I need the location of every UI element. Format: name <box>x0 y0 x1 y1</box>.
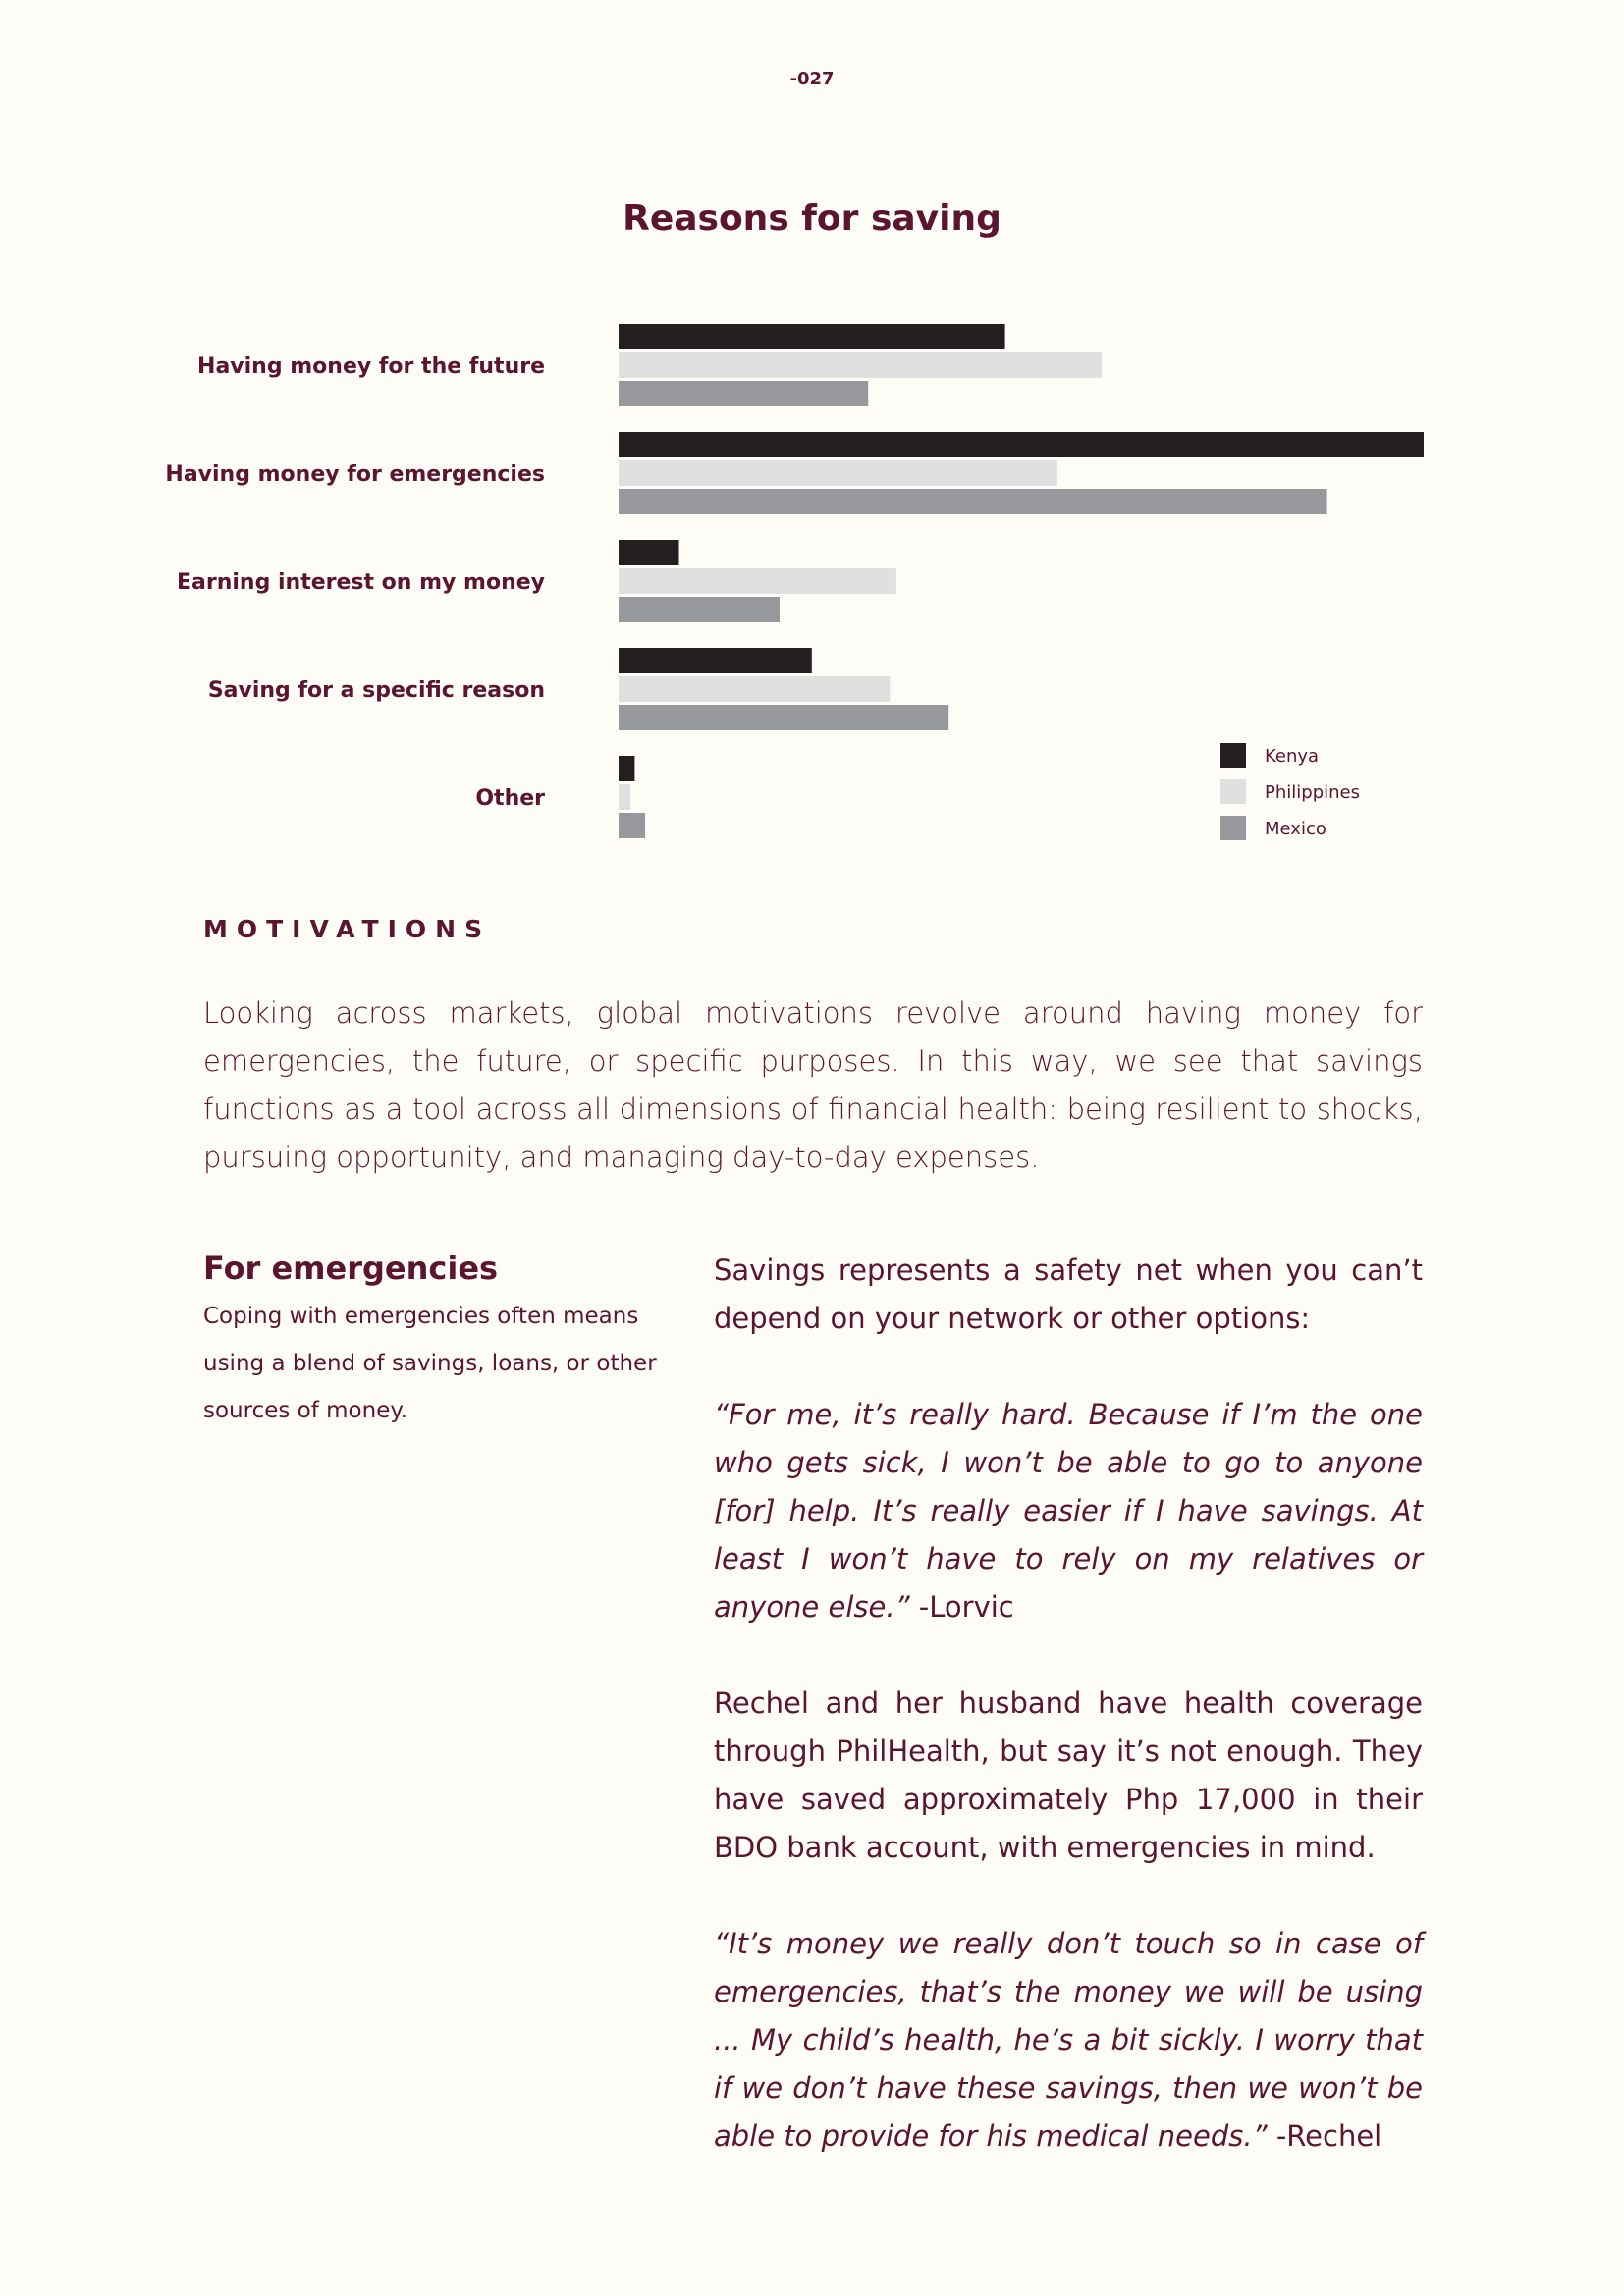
bar-mexico <box>619 381 868 406</box>
bar-philippines <box>619 460 1057 486</box>
bar-kenya <box>619 324 1005 349</box>
safety-net-paragraph: Savings represents a safety net when you can’t depend on your network or other options: <box>714 1254 1423 1335</box>
bar-mexico <box>619 489 1327 514</box>
bar-kenya <box>619 540 679 565</box>
emergencies-subtitle: Coping with emergencies often means using a blend of savings, loans, or other sources of money. <box>203 1304 657 1423</box>
reasons-for-saving-chart <box>0 0 1624 883</box>
bar-philippines <box>619 568 896 594</box>
legend-label-kenya: Kenya <box>1265 746 1320 767</box>
rechel-paragraph: Rechel and her husband have health coverage through PhilHealth, but say it’s not enough. They have saved approximately Php 17,000 in their BDO bank account, with emergencies in mind. <box>714 1686 1423 1864</box>
category-label: Having money for the future <box>197 354 545 379</box>
legend-swatch-mexico <box>1220 816 1246 840</box>
rechel-quote <box>714 1920 1423 2161</box>
bar-kenya <box>619 756 634 781</box>
lorvic-quote-text: “For me, it’s really hard. Because if I’m the one who gets sick, I won’t be able to go to anyone [for] help. It’s really easier if I have savings. At least I won’t have to rely on my relatives or anyone else.” <box>714 1398 1423 1624</box>
category-label: Earning interest on my money <box>177 570 545 595</box>
bar-philippines <box>619 784 630 810</box>
legend-swatch-philippines <box>1220 779 1246 804</box>
rechel-attribution: -Rechel <box>1267 2119 1382 2153</box>
legend-label-mexico: Mexico <box>1265 819 1326 839</box>
bar-mexico <box>619 705 948 730</box>
bar-mexico <box>619 597 780 622</box>
lorvic-quote <box>714 1391 1423 1631</box>
bar-philippines <box>619 352 1102 378</box>
page-number: -027 <box>789 69 835 89</box>
bar-kenya <box>619 432 1424 457</box>
bar-kenya <box>619 648 812 673</box>
legend-label-philippines: Philippines <box>1265 782 1360 803</box>
category-label: Other <box>475 786 545 811</box>
rechel-quote-text: “It’s money we really don’t touch so in case of emergencies, that’s the money we will be using ... My child’s health, he’s a bit sickly. I worry that if we don’t have these savings, then we won’t be able to provide for his medical needs.” <box>714 1927 1423 2153</box>
emergencies-sidebar <box>203 1250 665 1434</box>
motivations-heading: MOTIVATIONS <box>203 915 492 943</box>
bar-philippines <box>619 676 890 702</box>
bar-mexico <box>619 813 645 838</box>
category-label: Saving for a specific reason <box>207 678 545 703</box>
motivations-intro: Looking across markets, global motivations revolve around having money for emergencies, the future, or specific purposes. In this way, we see that savings functions as a tool across all dimensions of financial health: being resilient to shocks, pursuing opportunity, and managing day-to-day expenses. <box>203 996 1423 1174</box>
emergencies-body <box>714 1247 1423 2209</box>
lorvic-attribution: -Lorvic <box>909 1590 1014 1624</box>
chart-title: Reasons for saving <box>623 198 1001 239</box>
category-label: Having money for emergencies <box>165 462 545 487</box>
emergencies-title: For emergencies <box>203 1250 499 1287</box>
legend-swatch-kenya <box>1220 743 1246 768</box>
